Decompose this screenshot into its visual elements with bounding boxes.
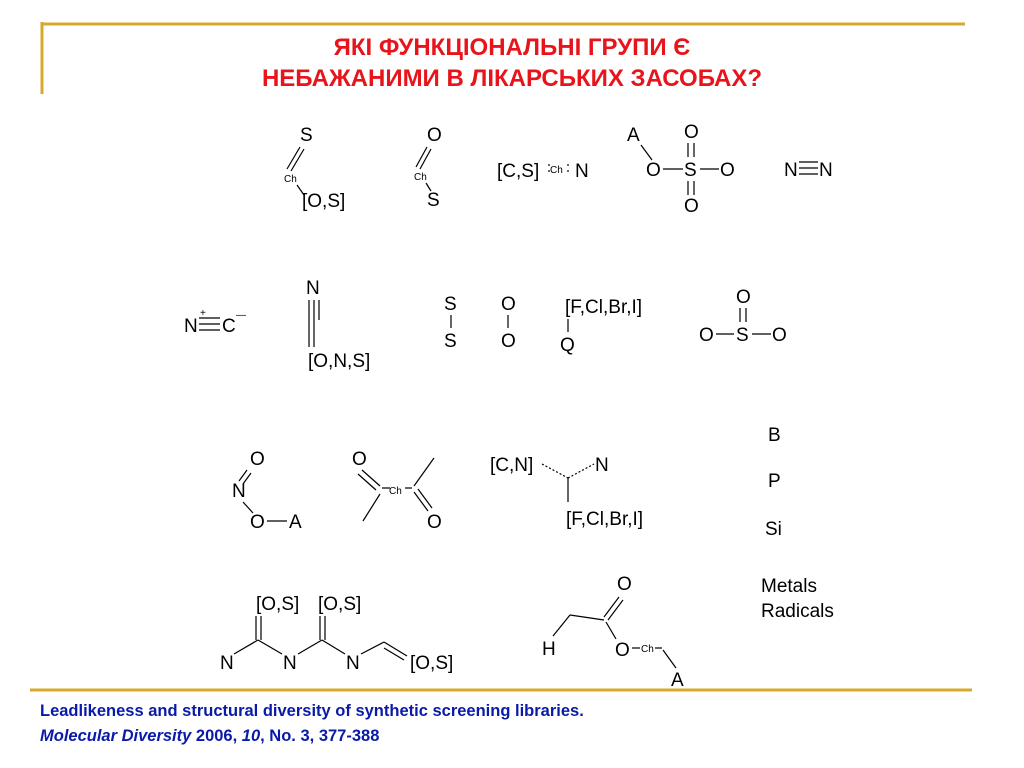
disulfide-group [444,294,457,352]
title-line-1: ЯКІ ФУНКЦІОНАЛЬНІ ГРУПИ Є [333,34,691,61]
element-si: Si [765,519,782,540]
ester-alpha-h-group [542,574,684,691]
atom-os: [O,S] [318,594,362,615]
atom-o: O [772,325,787,346]
atom-a: A [289,512,302,533]
heteroatom-halide-group [560,297,642,356]
atom-o: O [427,125,442,146]
atom-fclbri: [F,Cl,Br,I] [566,509,644,530]
thiocarbonyl-group [284,125,345,212]
sulfonate-group [699,287,787,346]
element-b: B [768,425,781,446]
title-line-2: НЕБАЖАНИМИ В ЛІКАРСЬКИХ ЗАСОБАХ? [261,65,763,92]
atom-fclbri: [F,Cl,Br,I] [565,297,643,318]
atom-n: N [819,160,833,181]
atom-n: N [595,455,609,476]
atom-o: O [250,512,265,533]
atom-s: S [736,325,749,346]
atom-o: O [427,512,442,533]
atom-ch: Ch [414,172,427,183]
atom-cs: [C,S] [497,161,540,182]
element-p: P [768,471,781,492]
atom-n: N [575,161,589,182]
atom-q: Q [560,335,575,356]
atom-n: N [784,160,798,181]
atom-n: N [220,653,234,674]
citation-source [40,724,584,749]
metals-radicals-note [761,576,834,622]
atom-cn: [C,N] [490,455,534,476]
citation [40,699,584,749]
atom-os: [O,S] [302,191,346,212]
diketone-group [352,449,442,533]
atom-s: S [427,190,440,211]
nitrile-heteroatom-group [306,278,370,372]
atom-n: N [346,653,360,674]
atom-n: N [184,316,198,337]
atom-os: [O,S] [410,653,454,674]
atom-n: N [306,278,320,299]
atom-a: A [627,125,640,146]
alpha-halo-amine-group [490,455,643,530]
radicals-label: Radicals [761,601,834,622]
peroxide-group [501,294,516,352]
atom-o: O [352,449,367,470]
citation-volume: 10 [241,727,261,745]
element-list [765,425,782,540]
atom-o: O [617,574,632,595]
atom-s: S [300,125,313,146]
atom-o: O [720,160,735,181]
minus-charge: — [236,310,246,321]
sulfate-ester-group [627,122,735,217]
atom-o: O [684,122,699,143]
atom-o: O [615,640,630,661]
cs-radical-n-group [497,161,589,182]
metals-label: Metals [761,576,817,597]
dinitrogen-group [784,160,833,181]
biuret-like-group [220,594,453,674]
nitrite-ester-group [232,449,302,533]
atom-o: O [684,196,699,217]
atom-ch: Ch [641,644,654,655]
atom-ch: Ch [284,174,297,185]
atom-os: [O,S] [256,594,300,615]
atom-ch: Ch [389,486,402,497]
atom-o: O [699,325,714,346]
citation-title: Leadlikeness and structural diversity of synthetic screening libraries. [40,702,584,720]
thioester-group [414,125,442,211]
plus-charge: + [200,308,206,319]
atom-o: O [736,287,751,308]
atom-n: N [283,653,297,674]
isonitrile-group [184,308,246,337]
atom-o: O [501,294,516,315]
atom-ch: Ch [550,165,563,176]
atom-o: O [501,331,516,352]
atom-s: S [444,331,457,352]
atom-s: S [684,160,697,181]
citation-year: 2006, [191,727,242,745]
atom-n: N [232,481,246,502]
atom-s: S [444,294,457,315]
citation-journal: Molecular Diversity [40,727,192,745]
citation-pages: , No. 3, 377-388 [260,727,380,745]
atom-ons: [O,N,S] [308,351,371,372]
atom-o: O [646,160,661,181]
atom-c: C [222,316,236,337]
atom-o: O [250,449,265,470]
atom-h: H [542,639,556,660]
atom-a: A [671,670,684,691]
